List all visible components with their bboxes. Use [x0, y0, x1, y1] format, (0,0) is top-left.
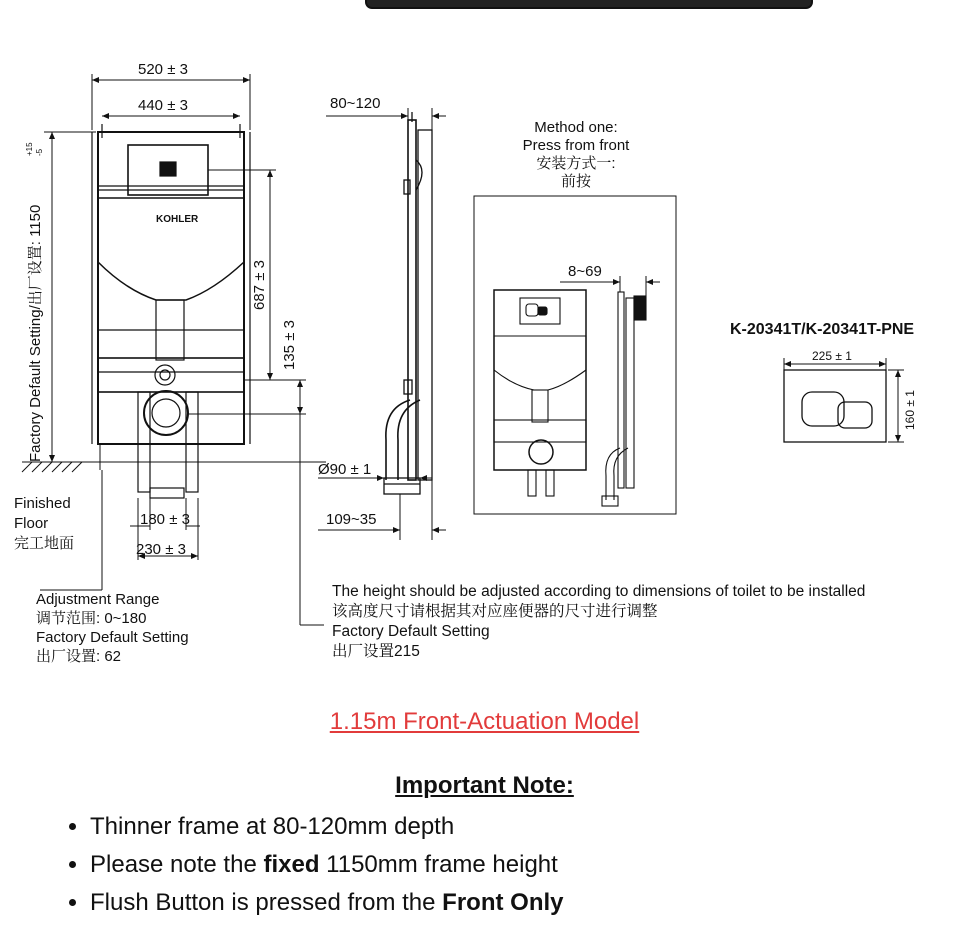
notes-left-line2: 调节范围: 0~180	[36, 610, 147, 627]
dim-depth: 80~120	[330, 95, 381, 112]
note-item: • Thinner frame at 80-120mm depth	[90, 808, 564, 846]
floor-label-cn: 完工地面	[14, 535, 75, 552]
brand-label: KOHLER	[156, 214, 199, 225]
dim-outer-width: 520 ± 3	[138, 61, 188, 78]
dim-offset: 109~35	[326, 511, 377, 528]
flush-plate	[784, 370, 886, 442]
method-title-cn-2: 前按	[560, 173, 592, 190]
note-item: • Please note the fixed 1150mm frame height	[90, 846, 564, 884]
floor-label-en-2: Floor	[14, 515, 49, 532]
floor-label-en-1: Finished	[14, 495, 71, 512]
notes-right-line2: 该高度尺寸请根据其对应座便器的尺寸进行调整	[332, 603, 658, 620]
dim-cistern: 687 ± 3	[251, 260, 268, 310]
notes-right-line1: The height should be adjusted according to dimensions of toilet to be installed	[332, 583, 866, 600]
notes-left-line4: 出厂设置: 62	[36, 648, 122, 665]
notes-left-line1: Adjustment Range	[36, 591, 160, 608]
dim-pipe: Ø90 ± 1	[318, 461, 372, 478]
method-box	[474, 196, 676, 514]
method-title-cn-1: 安装方式一:	[536, 155, 616, 172]
plate-height: 160 ± 1	[903, 390, 917, 430]
method-side-view	[602, 292, 646, 506]
notes-right-line4: 出厂设置215	[332, 643, 420, 660]
method-title-en-1: Method one:	[534, 119, 618, 136]
model-code: K-20341T/K-20341T-PNE	[730, 321, 915, 338]
note-emphasis: Front Only	[442, 889, 564, 916]
dim-legs-inner: 180 ± 3	[140, 511, 190, 528]
method-front-view	[494, 290, 586, 496]
front-view	[92, 124, 250, 498]
top-bar	[366, 0, 812, 8]
important-note-title: Important Note:	[395, 772, 574, 799]
note-emphasis: fixed	[263, 851, 320, 878]
dim-inner-width: 440 ± 3	[138, 97, 188, 114]
dim-height-tol-minus: -5	[35, 148, 44, 156]
important-note-list	[62, 808, 564, 922]
dim-height-label: Factory Default Setting/出厂设置: 1150	[27, 204, 44, 462]
notes-right-line3: Factory Default Setting	[332, 623, 490, 640]
plate-width: 225 ± 1	[812, 349, 852, 363]
model-caption-link[interactable]: 1.15m Front-Actuation Model	[329, 708, 640, 735]
note-item: • Flush Button is pressed from the Front Only	[90, 884, 564, 922]
dim-legs-outer: 230 ± 3	[136, 541, 186, 558]
side-view	[384, 112, 432, 494]
method-title-en-2: Press from front	[522, 137, 630, 154]
dim-outlet: 135 ± 3	[281, 320, 298, 370]
notes-left-line3: Factory Default Setting	[36, 629, 189, 646]
dim-gap: 8~69	[568, 263, 602, 280]
dim-height-tol-plus: +15	[25, 142, 34, 156]
